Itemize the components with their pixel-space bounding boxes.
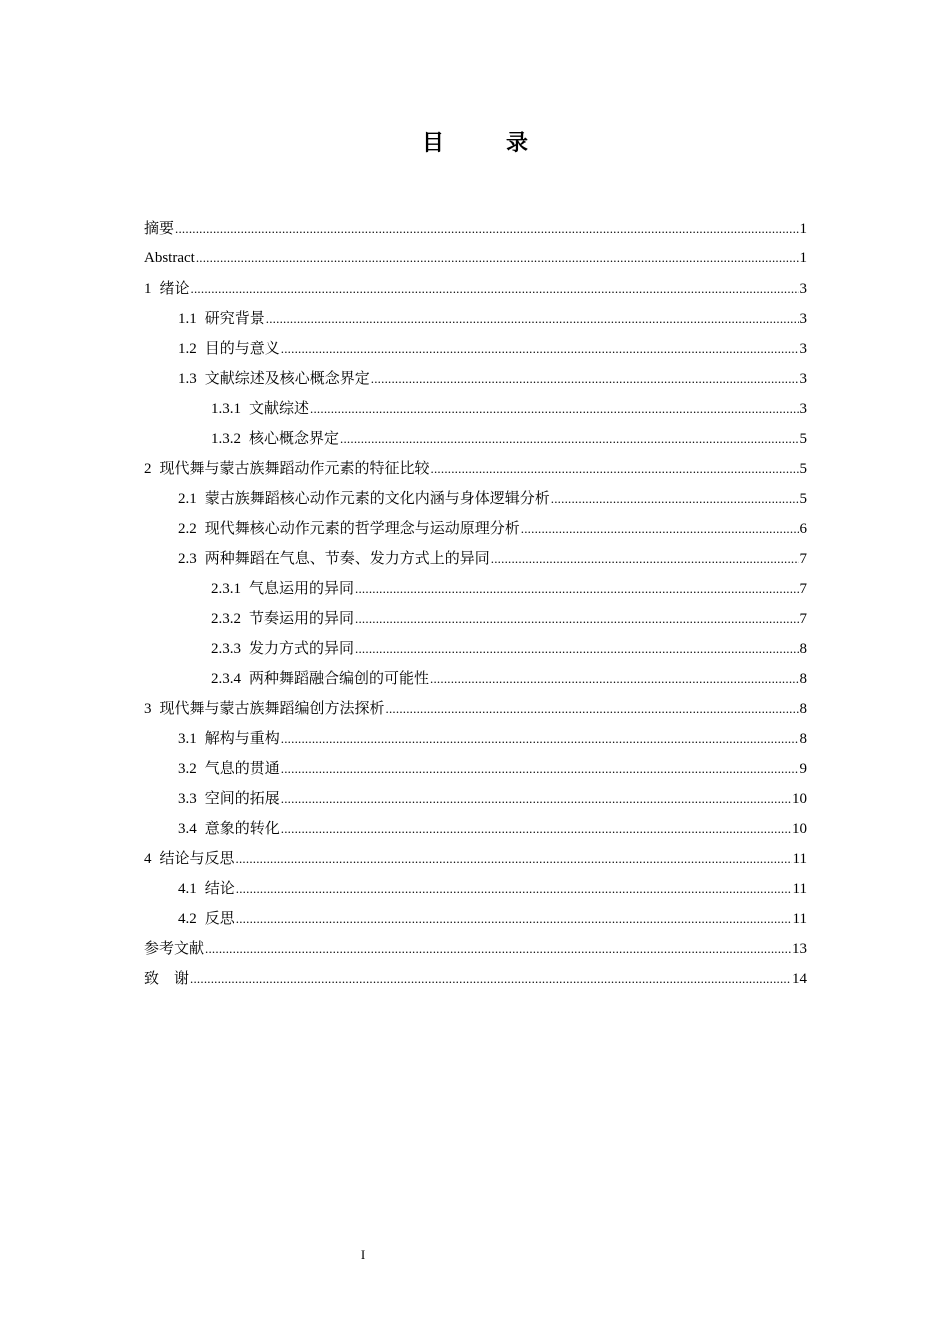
toc-entry-label: Abstract xyxy=(144,250,195,266)
toc-dot-leader xyxy=(386,694,799,724)
toc-dot-leader xyxy=(355,604,798,634)
toc-entry[interactable] xyxy=(144,543,807,573)
toc-entry-number: 3.1 xyxy=(178,731,197,747)
toc-entry-number: 2.3.2 xyxy=(211,611,241,627)
toc-dot-leader xyxy=(281,334,799,364)
toc-entry-page: 8 xyxy=(799,671,807,687)
toc-entry-number: 4.1 xyxy=(178,881,197,897)
toc-entry-number: 1.2 xyxy=(178,341,197,357)
toc-entry-label: 气息的贯通 xyxy=(204,759,280,777)
toc-dot-leader xyxy=(281,724,799,754)
toc-dot-leader xyxy=(190,964,791,994)
toc-entry-number: 1.3.1 xyxy=(211,401,241,417)
toc-entry-page: 8 xyxy=(799,701,807,717)
toc-entry-number: 4 xyxy=(144,851,152,867)
toc-entry-label: 两种舞蹈在气息、节奏、发力方式上的异同 xyxy=(204,549,490,567)
toc-entry-label: 致 谢 xyxy=(144,969,190,987)
toc-entry-page: 3 xyxy=(799,401,807,417)
toc-entry-page: 8 xyxy=(799,641,807,657)
toc-entry-label: 结论与反思 xyxy=(159,849,235,867)
toc-entry[interactable] xyxy=(144,723,807,753)
toc-entry[interactable] xyxy=(144,333,807,363)
toc-entry[interactable] xyxy=(144,573,807,603)
table-of-contents xyxy=(144,213,807,993)
toc-entry-page: 13 xyxy=(792,941,807,957)
toc-entry[interactable] xyxy=(144,393,807,423)
toc-dot-leader xyxy=(191,274,799,304)
toc-dot-leader xyxy=(521,514,799,544)
toc-entry-label: 结论 xyxy=(204,879,235,897)
toc-entry-number: 2.3.3 xyxy=(211,641,241,657)
toc-entry[interactable] xyxy=(144,423,807,453)
toc-entry-label: 目的与意义 xyxy=(204,339,280,357)
toc-entry-page: 1 xyxy=(799,250,807,266)
toc-entry[interactable] xyxy=(144,933,807,963)
toc-entry-page: 3 xyxy=(799,341,807,357)
toc-entry-page: 7 xyxy=(799,611,807,627)
toc-entry-page: 3 xyxy=(799,281,807,297)
toc-dot-leader xyxy=(281,754,799,784)
toc-entry-label: 摘要 xyxy=(144,219,175,237)
toc-entry-number: 2.2 xyxy=(178,521,197,537)
toc-dot-leader xyxy=(491,544,799,574)
toc-dot-leader xyxy=(281,784,791,814)
toc-entry[interactable] xyxy=(144,903,807,933)
toc-entry[interactable] xyxy=(144,693,807,723)
toc-entry[interactable] xyxy=(144,273,807,303)
toc-entry-number: 1.3.2 xyxy=(211,431,241,447)
toc-entry-page: 8 xyxy=(799,731,807,747)
toc-entry-label: 现代舞核心动作元素的哲学理念与运动原理分析 xyxy=(204,519,520,537)
toc-entry-label: 绪论 xyxy=(159,279,190,297)
toc-dot-leader xyxy=(371,364,799,394)
toc-entry-label: 文献综述及核心概念界定 xyxy=(204,369,370,387)
toc-dot-leader xyxy=(281,814,791,844)
toc-entry[interactable] xyxy=(144,783,807,813)
toc-entry-page: 9 xyxy=(799,761,807,777)
toc-entry[interactable] xyxy=(144,813,807,843)
toc-entry-number: 2 xyxy=(144,461,152,477)
toc-entry[interactable] xyxy=(144,213,807,243)
toc-entry-page: 11 xyxy=(792,881,807,897)
toc-entry-label: 现代舞与蒙古族舞蹈编创方法探析 xyxy=(159,699,385,717)
toc-entry-number: 3 xyxy=(144,701,152,717)
toc-dot-leader xyxy=(236,874,792,904)
toc-dot-leader xyxy=(551,484,799,514)
toc-entry-page: 1 xyxy=(799,221,807,237)
toc-dot-leader xyxy=(430,664,798,694)
toc-entry[interactable] xyxy=(144,363,807,393)
toc-entry-page: 11 xyxy=(792,911,807,927)
toc-entry-page: 3 xyxy=(799,371,807,387)
toc-dot-leader xyxy=(355,574,798,604)
page-number-footer: I xyxy=(360,1247,366,1262)
toc-entry-page: 5 xyxy=(799,491,807,507)
toc-entry-number: 2.1 xyxy=(178,491,197,507)
page-title: 目 录 xyxy=(421,131,548,156)
toc-entry[interactable] xyxy=(144,963,807,993)
toc-dot-leader xyxy=(266,304,799,334)
toc-entry-label: 反思 xyxy=(204,909,235,927)
toc-entry[interactable] xyxy=(144,483,807,513)
toc-entry-label: 核心概念界定 xyxy=(249,429,340,447)
toc-entry-number: 3.4 xyxy=(178,821,197,837)
toc-entry-page: 10 xyxy=(792,821,807,837)
toc-dot-leader xyxy=(310,394,798,424)
toc-entry[interactable] xyxy=(144,513,807,543)
toc-dot-leader xyxy=(431,454,799,484)
toc-entry-number: 2.3.4 xyxy=(211,671,241,687)
toc-entry-page: 14 xyxy=(792,971,807,987)
toc-entry-label: 文献综述 xyxy=(249,399,310,417)
toc-entry-label: 研究背景 xyxy=(204,309,265,327)
toc-entry-label: 两种舞蹈融合编创的可能性 xyxy=(249,669,430,687)
toc-entry[interactable] xyxy=(144,633,807,663)
toc-entry-page: 5 xyxy=(799,431,807,447)
toc-entry-number: 3.3 xyxy=(178,791,197,807)
toc-entry-label: 空间的拓展 xyxy=(204,789,280,807)
toc-dot-leader xyxy=(196,243,799,273)
toc-entry-page: 3 xyxy=(799,311,807,327)
toc-entry-label: 蒙古族舞蹈核心动作元素的文化内涵与身体逻辑分析 xyxy=(204,489,550,507)
toc-entry-label: 参考文献 xyxy=(144,939,205,957)
toc-entry-page: 7 xyxy=(799,581,807,597)
toc-entry-page: 10 xyxy=(792,791,807,807)
toc-entry[interactable] xyxy=(144,303,807,333)
toc-entry-number: 1.1 xyxy=(178,311,197,327)
toc-entry-label: 意象的转化 xyxy=(204,819,280,837)
toc-entry-number: 4.2 xyxy=(178,911,197,927)
toc-entry-page: 6 xyxy=(799,521,807,537)
toc-entry-number: 1 xyxy=(144,281,152,297)
toc-entry[interactable] xyxy=(144,753,807,783)
toc-dot-leader xyxy=(355,634,798,664)
toc-entry-label: 发力方式的异同 xyxy=(249,639,355,657)
toc-entry-label: 节奏运用的异同 xyxy=(249,609,355,627)
toc-dot-leader xyxy=(205,934,791,964)
toc-entry-number: 2.3.1 xyxy=(211,581,241,597)
toc-dot-leader xyxy=(175,214,798,244)
toc-entry[interactable] xyxy=(144,243,807,273)
toc-entry-number: 1.3 xyxy=(178,371,197,387)
toc-entry[interactable] xyxy=(144,663,807,693)
toc-entry[interactable] xyxy=(144,453,807,483)
toc-entry[interactable] xyxy=(144,603,807,633)
toc-entry-number: 3.2 xyxy=(178,761,197,777)
toc-entry-page: 7 xyxy=(799,551,807,567)
toc-entry-label: 解构与重构 xyxy=(204,729,280,747)
toc-dot-leader xyxy=(236,844,792,874)
toc-entry-page: 5 xyxy=(799,461,807,477)
toc-entry[interactable] xyxy=(144,873,807,903)
toc-dot-leader xyxy=(236,904,792,934)
toc-entry-page: 11 xyxy=(792,851,807,867)
toc-entry[interactable] xyxy=(144,843,807,873)
toc-entry-number: 2.3 xyxy=(178,551,197,567)
toc-entry-label: 气息运用的异同 xyxy=(249,579,355,597)
toc-entry-label: 现代舞与蒙古族舞蹈动作元素的特征比较 xyxy=(159,459,430,477)
toc-dot-leader xyxy=(340,424,798,454)
